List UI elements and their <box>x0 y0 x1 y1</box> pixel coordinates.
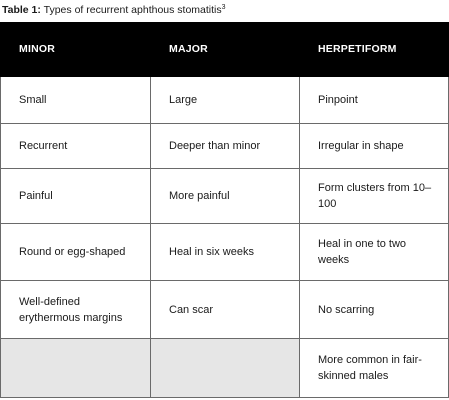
table-cell-herpetiform: Pinpoint <box>300 77 449 124</box>
table-cell-major: Heal in six weeks <box>151 224 300 281</box>
table-row <box>1 169 449 224</box>
table-cell-minor: Well-defined erythermous margins <box>1 281 151 339</box>
table-cell-minor: Recurrent <box>1 124 151 169</box>
table-cell-herpetiform: Heal in one to two weeks <box>300 224 449 281</box>
table-caption <box>2 4 226 17</box>
table-row <box>1 281 449 339</box>
table-cell-minor: Round or egg-shaped <box>1 224 151 281</box>
table-cell-herpetiform: Form clusters from 10–100 <box>300 169 449 224</box>
table-cell-herpetiform: More common in fair-skinned males <box>300 339 449 398</box>
column-header-major: MAJOR <box>151 23 300 77</box>
column-header-herpetiform: HERPETIFORM <box>300 23 449 77</box>
table-header-row <box>1 23 449 77</box>
table-cell-major: Deeper than minor <box>151 124 300 169</box>
table-cell-major: Can scar <box>151 281 300 339</box>
table-cell-major: More painful <box>151 169 300 224</box>
table-caption-text: Types of recurrent aphthous stomatitis <box>40 4 222 16</box>
table-cell-minor: Painful <box>1 169 151 224</box>
stomatitis-types-table <box>0 22 449 398</box>
table-row <box>1 124 449 169</box>
table-row <box>1 224 449 281</box>
table-cell-minor-empty <box>1 339 151 398</box>
table-cell-herpetiform: No scarring <box>300 281 449 339</box>
column-header-minor: MINOR <box>1 23 151 77</box>
table-row <box>1 77 449 124</box>
table-caption-reference: 3 <box>221 4 226 11</box>
table-caption-label: Table 1: <box>2 4 41 16</box>
table-cell-major: Large <box>151 77 300 124</box>
table-cell-minor: Small <box>1 77 151 124</box>
table-cell-herpetiform: Irregular in shape <box>300 124 449 169</box>
table-row <box>1 339 449 398</box>
table-cell-major-empty <box>151 339 300 398</box>
